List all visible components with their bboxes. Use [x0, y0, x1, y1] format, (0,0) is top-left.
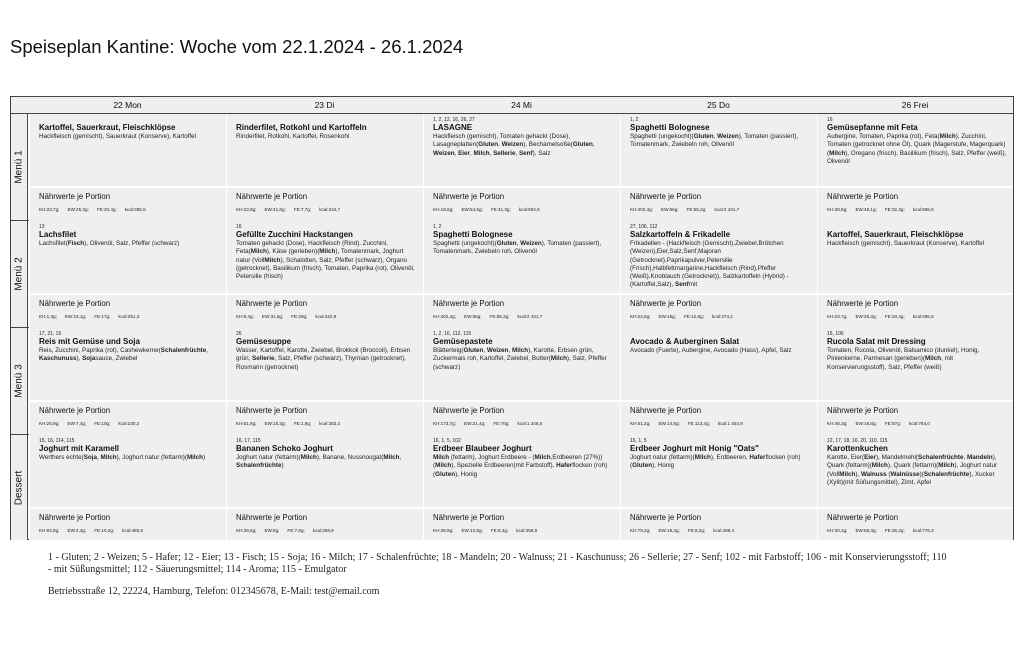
dish-ingredients: Hackfleisch (gemischt), Sauerkraut (Konserve), Kartoffel — [39, 133, 197, 140]
section-label: Menü 1 — [13, 150, 25, 184]
nutrition-cell — [423, 401, 620, 435]
nutrition-cell — [423, 294, 620, 328]
nutrition-title: Nährwerte je Portion — [827, 192, 899, 201]
nutrition-cell — [620, 401, 817, 435]
nutrition-value: kcal:2 431,7 — [517, 314, 543, 319]
day-header: 25 Do — [707, 100, 730, 110]
nutrition-value: EW:23,1g; — [64, 314, 87, 319]
dish-ingredients: Frikadellen - (Hackfleisch (Gemischt),Zwiebel,Brötchen (Weizen),Eier,Salz,Senf,Majoran (Getrocknet),Paprikapulver,Petersilie (Frisch),Halbfettmargarine,Hackfleisch (Rind),Pfeffer (Weiß),Knoblauch (Getrocknet)), Salzkartoffeln (Hybrid) - (Kartoffel,Salz), Senfmit — [630, 240, 789, 289]
dish-ingredients: Avocado (Fuerte), Aubergine, Avocado (Hass), Apfel, Salz — [630, 347, 792, 354]
nutrition-value: FE:20,4g; — [96, 207, 117, 212]
nutrition-title: Nährwerte je Portion — [433, 299, 505, 308]
nutrition-cell — [29, 401, 226, 435]
meal-cell — [226, 435, 423, 507]
nutrition-value: KH:79,2g; — [630, 528, 651, 533]
nutrition-value: FE:10,2g; — [94, 528, 115, 533]
nutrition-title: Nährwerte je Portion — [433, 513, 505, 522]
nutrition-value: KH:402,4g; — [433, 314, 456, 319]
nutrition-value: KH:23,7g; — [827, 314, 848, 319]
nutrition-value: FE:8,4g; — [490, 528, 509, 533]
nutrition-title: Nährwerte je Portion — [630, 406, 702, 415]
nutrition-value: KH:38,9g; — [433, 528, 454, 533]
nutrition-title: Nährwerte je Portion — [433, 406, 505, 415]
nutrition-value: kcal:904,6 — [518, 207, 540, 212]
nutrition-values — [39, 313, 220, 321]
meal-cell — [226, 114, 423, 186]
allergen-codes: 16 — [236, 224, 242, 230]
page-title: Speiseplan Kantine: Woche vom 22.1.2024 - 26.1.2024 — [10, 36, 464, 57]
dish-ingredients: Milch (fettarm), Joghurt Erdbeere - (Milch,Erdbeeren (27%))(Milch), Spezielle Erdbeeren(mit Farbstoff), Haferflocken (roh)(Gluten), Honig — [433, 454, 608, 478]
nutrition-value: EW:25,3g; — [855, 314, 877, 319]
dish-ingredients: Wasser, Kartoffel, Karotte, Zwiebel, Brokkoli (Broccoli), Erbsen grün, Sellerie, Salz, Pfeffer (schwarz), Thymian (getrocknet), Rosmarin (getrocknet) — [236, 347, 411, 371]
section-label-cell — [11, 114, 28, 220]
nutrition-cell — [29, 187, 226, 221]
nutrition-title: Nährwerte je Portion — [827, 406, 899, 415]
nutrition-title: Nährwerte je Portion — [827, 299, 899, 308]
section-label-cell — [11, 328, 28, 434]
nutrition-value: KH:25,9g; — [39, 421, 60, 426]
nutrition-cell — [226, 294, 423, 328]
nutrition-value: EW:25,3g; — [67, 207, 89, 212]
meal-cell — [226, 328, 423, 400]
allergen-codes: 1, 2 — [630, 117, 639, 123]
nutrition-value: EW:54,6g; — [461, 207, 483, 212]
meal-cell — [423, 435, 620, 507]
nutrition-value: FE:10g; — [94, 421, 111, 426]
nutrition-value: EW:12,5g; — [461, 528, 483, 533]
dish-ingredients: Hackfleisch (gemischt), Sauerkraut (Konserve), Kartoffel — [827, 240, 985, 247]
nutrition-value: EW:15,3g; — [264, 421, 286, 426]
allergen-codes: 13 — [39, 224, 45, 230]
nutrition-value: kcal:2 431,7 — [714, 207, 740, 212]
allergen-codes: 15, 16, 114, 115 — [39, 438, 75, 444]
dish-ingredients: Karotte, Eier(Eier), Mandelmehl(Schalenfrüchte, Mandeln), Quark (fettarm)(Milch), Quark (fettarm)(Milch), Joghurt natur (VollMilch), Walnuss (Walnüsse)(Schalenfrüchte), Xucker (Xylit)(mit Süßungsmittel), Zimt, Apfel — [827, 454, 998, 486]
nutrition-value: KH:22,8g; — [630, 314, 651, 319]
dish-ingredients: Rinderfilet, Rotkohl, Kartoffel, Rosenkohl — [236, 133, 350, 140]
nutrition-value: EW:18,3g; — [658, 528, 680, 533]
dish-name: Kartoffel, Sauerkraut, Fleischklöpse — [827, 230, 964, 239]
menu-section — [11, 114, 1013, 221]
nutrition-values — [630, 206, 811, 214]
dish-name: LASAGNE — [433, 123, 473, 132]
nutrition-value: FE:7,6g; — [287, 528, 305, 533]
nutrition-value: FE:17g; — [94, 314, 111, 319]
nutrition-value: KH:30,3g; — [827, 528, 848, 533]
nutrition-value: EW:16,8g; — [855, 421, 877, 426]
nutrition-value: FE:29g; — [291, 314, 308, 319]
nutrition-value: kcal:395,5 — [124, 207, 146, 212]
nutrition-value: FE:1,9g; — [293, 421, 312, 426]
nutrition-value: KH:173,7g; — [433, 421, 456, 426]
nutrition-values — [433, 527, 614, 535]
dish-name: Karottenkuchen — [827, 444, 888, 453]
nutrition-title: Nährwerte je Portion — [236, 192, 308, 201]
nutrition-value: FE:70g; — [493, 421, 510, 426]
dish-name: Lachsfilet — [39, 230, 77, 239]
nutrition-value: EW:21,4g; — [464, 421, 486, 426]
nutrition-value: KH:18,6g; — [433, 207, 454, 212]
nutrition-value: kcal:668,6 — [912, 207, 934, 212]
nutrition-cell — [226, 401, 423, 435]
nutrition-cell — [29, 294, 226, 328]
nutrition-values — [827, 527, 1007, 535]
section-label-cell — [11, 221, 28, 327]
nutrition-value: EW:7,4g; — [67, 421, 87, 426]
nutrition-title: Nährwerte je Portion — [39, 299, 111, 308]
nutrition-value: kcal:363,2 — [319, 421, 341, 426]
nutrition-value: FE:113,4g; — [687, 421, 710, 426]
allergen-codes: 16 — [827, 117, 833, 123]
nutrition-value: kcal:1 246,6 — [517, 421, 543, 426]
dish-name: Spaghetti Bolognese — [433, 230, 513, 239]
nutrition-cell — [620, 508, 817, 540]
nutrition-value: EW:66g; — [661, 207, 679, 212]
nutrition-value: KH:61,9g; — [236, 421, 257, 426]
nutrition-values — [236, 527, 417, 535]
nutrition-title: Nährwerte je Portion — [827, 513, 899, 522]
allergen-codes: 16, 106 — [827, 331, 844, 337]
nutrition-value: KH:48,3g; — [827, 421, 848, 426]
nutrition-cell — [817, 508, 1013, 540]
dish-name: Kartoffel, Sauerkraut, Fleischklöpse — [39, 123, 176, 132]
nutrition-cell — [620, 187, 817, 221]
nutrition-value: EW:41,6g; — [264, 207, 286, 212]
nutrition-value: KH:8,4g; — [236, 314, 254, 319]
nutrition-value: FE:32,3g; — [884, 207, 905, 212]
meal-cell — [620, 221, 817, 293]
dish-name: Gemüsesuppe — [236, 337, 292, 346]
nutrition-value: KH:23,7g; — [39, 207, 60, 212]
nutrition-value: kcal:251,3 — [118, 314, 140, 319]
allergen-legend: 1 - Gluten; 2 - Weizen; 5 - Hafer; 12 - Eier; 13 - Fisch; 15 - Soja; 16 - Milch; 17 - Schalenfrüchte; 18 - Mandeln; 20 - Walnuss; 21 - Kaschunuss; 26 - Sellerie; 27 - Senf; 102 - mit Farbstoff; 106 - mit Konservierungsstoff; 110 - mit Süßungsmittel; 112 - Säuerungsmittel; 114 - Aroma; 115 - Emulgator — [48, 552, 947, 575]
nutrition-values — [236, 206, 417, 214]
dish-ingredients: Reis, Zucchini, Paprika (rot), Cashewkerne(Schalenfrüchte, Kaschunuss), Sojasauce, Zwiebel — [39, 347, 209, 363]
nutrition-value: FE:20,4g; — [884, 314, 905, 319]
dish-name: Gemüsepfanne mit Feta — [827, 123, 918, 132]
nutrition-values — [236, 313, 417, 321]
dish-name: Erdbeer Blaubeer Joghurt — [433, 444, 532, 453]
nutrition-value: EW:8g; — [264, 528, 280, 533]
nutrition-value: EW:16g; — [658, 314, 676, 319]
footer-contact: Betriebsstraße 12, 22224, Hamburg, Telefon: 012345678, E-Mail: test@email.com — [48, 586, 380, 597]
dish-name: Rucola Salat mit Dressing — [827, 337, 926, 346]
dish-name: Avocado & Auberginen Salat — [630, 337, 740, 346]
meal-cell — [423, 221, 620, 293]
nutrition-value: kcal:230,2 — [118, 421, 140, 426]
nutrition-value: kcal:344,7 — [319, 207, 341, 212]
nutrition-cell — [226, 187, 423, 221]
section-label-cell — [11, 435, 28, 540]
meal-cell — [620, 328, 817, 400]
day-header-row — [11, 97, 1013, 114]
allergen-codes: 1, 2 — [433, 224, 442, 230]
nutrition-value: KH:402,4g; — [630, 207, 653, 212]
meal-cell — [29, 435, 226, 507]
nutrition-cell — [423, 508, 620, 540]
menu-section — [11, 328, 1013, 435]
dish-name: Gefüllte Zucchini Hackstangen — [236, 230, 353, 239]
nutrition-value: kcal:480,6 — [122, 528, 144, 533]
dish-ingredients: Joghurt natur (fettarm)(Milch), Erdbeeren, Haferflocken (roh)(Gluten), Honig — [630, 454, 801, 470]
nutrition-cell — [620, 294, 817, 328]
nutrition-value: kcal:784,0 — [908, 421, 930, 426]
section-label: Dessert — [13, 470, 25, 505]
dish-name: Spaghetti Bolognese — [630, 123, 710, 132]
dish-ingredients: Werthers echte(Soja, Milch), Joghurt natur (fettarm)(Milch) — [39, 454, 206, 461]
nutrition-title: Nährwerte je Portion — [39, 192, 111, 201]
nutrition-values — [630, 313, 811, 321]
allergen-codes: 16, 1, 5, 102 — [433, 438, 461, 444]
nutrition-cell — [817, 187, 1013, 221]
dish-name: Salzkartoffeln & Frikadelle — [630, 230, 731, 239]
dish-name: Bananen Schoko Joghurt — [236, 444, 333, 453]
dish-name: Reis mit Gemüse und Soja — [39, 337, 140, 346]
dish-name: Rinderfilet, Rotkohl und Kartoffeln — [236, 123, 367, 132]
nutrition-value: KH:1,3g; — [39, 314, 57, 319]
meal-cell — [29, 221, 226, 293]
dish-ingredients: Joghurt natur (fettarm)(Milch), Banane, Nussnougat(Milch, Schalenfrüchte) — [236, 454, 402, 470]
nutrition-value: kcal:776,3 — [912, 528, 934, 533]
dish-ingredients: Aubergine, Tomaten, Paprika (rot), Feta(Milch), Zucchini, Tomaten (getrocknet ohne Öl), Quark (Magerstufe, Magerquark)(Milch), Oregano (frisch), Basilikum (frisch), Salz, Pfeffer (weiß), Olivenöl — [827, 133, 1007, 165]
nutrition-value: FE:35,2g; — [884, 528, 905, 533]
dish-ingredients: Blätterteig(Gluten, Weizen, Milch), Karotte, Erbsen grün, Zuckermais roh, Kartoffel, Zwiebel, Butter(Milch), Salz, Pfeffer (schwarz) — [433, 347, 607, 371]
nutrition-value: KH:92,9g; — [39, 528, 60, 533]
menu-section — [11, 435, 1013, 540]
nutrition-value: kcal:258,9 — [312, 528, 334, 533]
nutrition-values — [433, 313, 614, 321]
nutrition-cell — [817, 401, 1013, 435]
dish-ingredients: Hackfleisch (gemischt), Tomaten gehackt (Dose), Lasagneplatten(Gluten, Weizen), Bechamelsoße(Gluten, Weizen, Eier, Milch, Sellerie, Senf), Salz — [433, 133, 595, 157]
nutrition-value: FE:12,6g; — [683, 314, 704, 319]
allergen-codes: 1, 2, 12, 16, 26, 27 — [433, 117, 475, 123]
nutrition-value: kcal:422,9 — [315, 314, 337, 319]
nutrition-value: FE:55,2g; — [489, 314, 510, 319]
nutrition-cell — [29, 508, 226, 540]
nutrition-cell — [226, 508, 423, 540]
nutrition-value: FE:55,2g; — [686, 207, 707, 212]
nutrition-value: EW:14,8g; — [658, 421, 680, 426]
meal-cell — [817, 221, 1013, 293]
nutrition-value: kcal:395,5 — [912, 314, 934, 319]
nutrition-cell — [423, 187, 620, 221]
section-label: Menü 2 — [13, 257, 25, 291]
allergen-codes: 27, 106, 112 — [630, 224, 658, 230]
nutrition-values — [827, 313, 1007, 321]
day-header: 24 Mi — [511, 100, 532, 110]
nutrition-values — [827, 206, 1007, 214]
nutrition-cell — [817, 294, 1013, 328]
day-header: 22 Mon — [113, 100, 142, 110]
nutrition-title: Nährwerte je Portion — [630, 192, 702, 201]
nutrition-value: KH:61,2g; — [630, 421, 651, 426]
nutrition-value: kcal:274,2 — [711, 314, 733, 319]
day-header: 26 Frei — [901, 100, 929, 110]
nutrition-values — [630, 420, 811, 428]
nutrition-title: Nährwerte je Portion — [236, 299, 308, 308]
nutrition-value: KH:38,6g; — [236, 528, 257, 533]
nutrition-value: KH:38,9g; — [827, 207, 848, 212]
dish-ingredients: Spaghetti (ungekocht)(Gluten, Weizen), Tomaten (passiert), Tomatenmark, Zwiebeln roh, Olivenöl — [630, 133, 799, 149]
day-header: 23 Di — [314, 100, 335, 110]
dish-name: Gemüsepastete — [433, 337, 493, 346]
nutrition-value: kcal:1 403,9 — [717, 421, 743, 426]
nutrition-title: Nährwerte je Portion — [39, 406, 111, 415]
allergen-codes: 1, 2, 16, 112, 115 — [433, 331, 472, 337]
meal-cell — [29, 328, 226, 400]
nutrition-title: Nährwerte je Portion — [433, 192, 505, 201]
allergen-codes: 16, 1, 5 — [630, 438, 647, 444]
meal-cell — [620, 435, 817, 507]
nutrition-value: EW:31,6g; — [261, 314, 284, 319]
nutrition-title: Nährwerte je Portion — [236, 406, 308, 415]
allergen-codes: 16, 17, 115 — [236, 438, 261, 444]
nutrition-values — [39, 206, 220, 214]
meal-cell — [817, 435, 1013, 507]
nutrition-value: FE:8,2g; — [687, 528, 706, 533]
dish-ingredients: Spaghetti (ungekocht)(Gluten, Weizen), Tomaten (passiert), Tomatenmark, Zwiebeln roh, Olivenöl — [433, 240, 602, 256]
nutrition-value: kcal:358,8 — [516, 528, 538, 533]
nutrition-values — [236, 420, 417, 428]
meal-cell — [423, 114, 620, 186]
section-label: Menü 3 — [13, 364, 25, 398]
nutrition-value: FE:41,3g; — [490, 207, 511, 212]
nutrition-value: EW:48,1g; — [855, 207, 877, 212]
meal-cell — [620, 114, 817, 186]
dish-ingredients: Lachsfilet(Fisch), Olivenöl, Salz, Pfeffer (schwarz) — [39, 240, 180, 247]
meal-cell — [817, 328, 1013, 400]
nutrition-values — [433, 206, 614, 214]
nutrition-value: EW:66g; — [464, 314, 482, 319]
nutrition-value: EW:4,3g; — [67, 528, 87, 533]
nutrition-values — [827, 420, 1007, 428]
dish-name: Joghurt mit Karamell — [39, 444, 120, 453]
meal-cell — [423, 328, 620, 400]
allergen-codes: 26 — [236, 331, 242, 337]
nutrition-title: Nährwerte je Portion — [630, 513, 702, 522]
nutrition-values — [39, 527, 220, 535]
meal-cell — [817, 114, 1013, 186]
nutrition-values — [630, 527, 811, 535]
nutrition-values — [39, 420, 220, 428]
nutrition-title: Nährwerte je Portion — [39, 513, 111, 522]
meal-cell — [226, 221, 423, 293]
nutrition-title: Nährwerte je Portion — [236, 513, 308, 522]
nutrition-value: FE:57g; — [884, 421, 901, 426]
meal-cell — [29, 114, 226, 186]
nutrition-value: EW:66,3g; — [855, 528, 877, 533]
nutrition-values — [433, 420, 614, 428]
nutrition-value: FE:7,7g; — [293, 207, 312, 212]
nutrition-title: Nährwerte je Portion — [630, 299, 702, 308]
nutrition-value: KH:23,9g; — [236, 207, 257, 212]
dish-ingredients: Tomaten, Rucola, Olivenöl, Balsamico (dunkel), Honig, Pinienkerne, Parmesan (gerieben)(Milch, mit Konservierungsstoff), Salz, Pfeffer (weiß) — [827, 347, 980, 371]
dish-ingredients: Tomaten gehackt (Dose), Hackfleisch (Rind), Zucchini, Feta(Milch), Käse (gerieben)(Milch), Tomatenmark, Joghurt natur (VollMilch), Schalotten, Salz, Pfeffer (schwarz), Organo (getrocknet), Basilikum (frisch), Tomaten, Paprika (rot), Olivenöl, Petersilie (frisch) — [236, 240, 415, 281]
allergen-codes: 12, 17, 18, 16, 20, 110, 115 — [827, 438, 888, 444]
menu-plan-table — [10, 96, 1014, 540]
nutrition-value: kcal:488,4 — [713, 528, 735, 533]
dish-name: Erdbeer Joghurt mit Honig "Oats" — [630, 444, 759, 453]
allergen-codes: 17, 21, 15 — [39, 331, 62, 337]
menu-section — [11, 221, 1013, 328]
